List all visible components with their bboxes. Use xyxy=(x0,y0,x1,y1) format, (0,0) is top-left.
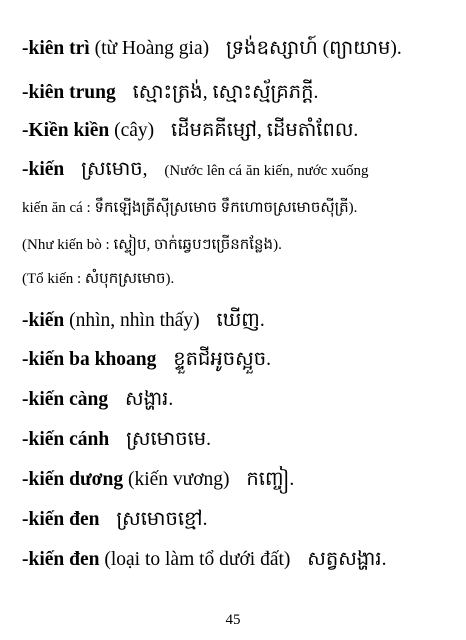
proverb-continuation xyxy=(22,201,454,216)
headword: -Kiền kiền xyxy=(22,120,110,141)
idiom-to-kien xyxy=(22,272,454,287)
headword: -kiến càng xyxy=(22,389,109,410)
khmer-translation: សង្ហារ. xyxy=(125,389,174,410)
usage-note: (kiến vương) xyxy=(127,469,230,490)
headword: -kiên trung xyxy=(22,82,116,103)
usage-note: (từ Hoàng gia) xyxy=(94,38,210,59)
headword: -kiến đen xyxy=(22,549,100,570)
headword: -kiến cánh xyxy=(22,429,110,450)
headword: -kiến dương xyxy=(22,469,124,490)
entry-kien-trung xyxy=(22,83,454,103)
entry-kien-canh xyxy=(22,430,454,450)
headword: -kiến xyxy=(22,159,65,180)
khmer-translation: ស្រមោច, xyxy=(81,159,148,180)
entry-kien-duong xyxy=(22,470,454,490)
entry-kien-kien xyxy=(22,121,454,141)
idiom-line: (Tổ kiến : សំបុកស្រមោច). xyxy=(22,271,175,287)
entry-kien-tri xyxy=(22,39,454,59)
khmer-translation: ខ្ទួតជីអូចស្អួច. xyxy=(173,349,271,370)
entry-kien-ant xyxy=(22,160,454,180)
entry-kien-den xyxy=(22,510,454,530)
entry-kien-den-large xyxy=(22,550,454,570)
headword: -kiên trì xyxy=(22,38,90,59)
usage-note: (cây) xyxy=(114,120,155,141)
page-number: 45 xyxy=(225,612,241,628)
usage-note: (loại to làm tổ dưới đất) xyxy=(104,549,291,570)
khmer-translation: ដើមគគីម្សៅ, ដើមតាំពែល. xyxy=(171,120,359,141)
khmer-translation: កញ្ចៀ. xyxy=(246,469,295,490)
khmer-translation: ទ្រង់ឧស្សាហ៍ (ព្យាយាម). xyxy=(226,38,402,59)
entry-kien-ba-khoang xyxy=(22,350,454,370)
headword: -kiến ba khoang xyxy=(22,349,157,370)
idiom-line: (Như kiến bò : ស្ទៀប, ចាក់ឆ្វេបៗច្រើនកន្លែង). xyxy=(22,237,282,253)
usage-note: (nhìn, nhìn thấy) xyxy=(69,310,200,331)
entry-kien-see xyxy=(22,311,454,331)
khmer-translation: ស្រមោចមេ. xyxy=(126,429,212,450)
idiom-nhu-kien-bo xyxy=(22,238,454,253)
khmer-translation: ស្មោះត្រង់, ស្មោះស្ម័គ្រភក្តី. xyxy=(132,82,319,103)
khmer-translation: ស្រមោចខ្មៅ. xyxy=(116,509,208,530)
proverb-text: (Nước lên cá ăn kiến, nước xuống xyxy=(164,163,369,179)
headword: -kiến đen xyxy=(22,509,100,530)
khmer-translation: ឃើញ. xyxy=(216,310,265,331)
proverb-line: kiến ăn cá : ទឹកឡើងត្រីស៊ីស្រមោច ទឹកហោចស្រមោចស៊ីត្រី). xyxy=(22,200,358,216)
headword: -kiến xyxy=(22,310,65,331)
khmer-translation: សត្វសង្ហារ. xyxy=(307,549,387,570)
entry-kien-cang xyxy=(22,390,454,410)
